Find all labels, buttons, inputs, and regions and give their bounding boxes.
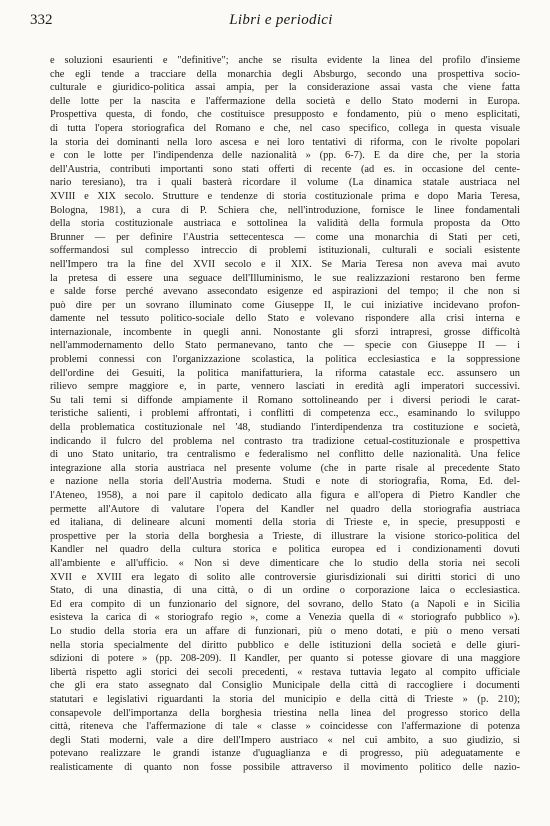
text-line: potevano realizzare le grandi istanze d'uguaglianza e di progresso, più adeguatamente e [50, 748, 520, 760]
text-line: all'ambiente e all'ufficio. « Non si deve dimenticare che lo studio della storia nei secoli [50, 557, 520, 569]
text-line: teristiche salienti, i problemi affrontati, i conflitti di competenza ecc., esaminando lo sviluppo [50, 408, 520, 420]
text-line: dell'Austria, contributi importanti sono stati offerti di recente (ad es. in occasione del cente- [50, 163, 520, 175]
running-title: Libri e periodici [229, 12, 333, 28]
text-line: che egli tende a tracciare della monarchia degli Absburgo, secondo una prospettiva socio- [50, 68, 520, 80]
page-number: 332 [30, 12, 53, 28]
text-line: delle lotte per la nascita e l'affermazione della società e dello Stato moderni in Europa. [50, 95, 520, 107]
text-line: realisticamente di quanto non fosse possibile attraverso il movimento politico delle nazio- [50, 761, 520, 773]
text-line: può dire per un sovrano illuminato come Giuseppe II, le cui iniziative incidevano profon- [50, 299, 520, 311]
text-line: Su tali temi si diffonde ampiamente il Romano sottolineando per i diversi periodi le carat- [50, 394, 520, 406]
text-line: e con le lotte per l'indipendenza delle nazionalità » (pp. 6-7). E da dire che, per la storia [50, 150, 520, 162]
text-line: internazionale, incombente in quegli anni. Nonostante gli sforzi intrapresi, grosse difficoltà [50, 326, 520, 338]
text-line: consapevole dell'importanza della borghesia triestina nella linea del progresso storico della [50, 707, 520, 719]
text-line: sdizioni di potere » (pp. 208-209). Il Kandler, per quanto si potesse giovare di una maggiore [50, 653, 520, 665]
text-line: città, riteneva che l'affermazione di tale « classe » coincidesse con l'affermazione di potenza [50, 721, 520, 733]
text-line: XVIII e XIX secolo. Strutture e tendenze di storia costituzionale prima e dopo Maria Teresa, [50, 190, 520, 202]
text-line: permette all'Autore di valutare l'opera del Kandler nel quadro della storiografia austriaca [50, 503, 520, 515]
text-line: e soluzioni esaurienti e "definitive"; anche se risulta evidente la linea del profilo d'insieme [50, 55, 520, 66]
text-line: la pretesa di essere una seguace dell'Illuminismo, le sue realizzazioni restarono ben ferme [50, 272, 520, 284]
text-line: Ed era compito di un funzionario del signore, del sovrano, dello Stato (a Napoli e in Sicilia [50, 598, 520, 610]
text-line: prospettive per la storia della borghesia a Trieste, di illustrare la visione storico-politica del [50, 530, 520, 542]
text-line: l'Ateneo, 1958), a noi pare il capitolo dedicato alla figura e all'opera di Pietro Kandler che [50, 490, 520, 501]
text-line: ed italiana, di delineare alcuni momenti della storia di Trieste e, in specie, presupposti e [50, 517, 520, 529]
text-line: e salde forse perché avevano assecondato esigenze ed aspirazioni del tempo; il che non si [50, 286, 520, 298]
text-line: e nazione nella storia dell'Austria moderna. Studi e note di storiografia, Roma, Ed. del- [50, 476, 520, 488]
text-line: culturale e giuridico-politica assai ampia, per la considerazione assai vasta che viene fatta [50, 82, 520, 94]
text-line: soffermandosi sul complesso intreccio di problemi istituzionali, culturali e sociali esistente [50, 245, 520, 257]
text-line: nell'Impero tra la fine del XVII secolo e il XIX. Se Maria Teresa non aveva mai avuto [50, 258, 520, 270]
text-line: Stato, di una dinastia, di una città, o di un ordine o corporazione laica o ecclesiastica. [50, 585, 520, 597]
text-line: nell'ammodernamento dello Stato permanevano, tanto che — specie con Giuseppe II — i [50, 340, 520, 352]
text-line: nella storia specialmente del diritto pubblico e delle istituzioni della società e delle giuri- [50, 639, 520, 651]
text-line: la storia dei dominanti nella loro ascesa e nei loro tentativi di riforma, con le rivolte popolari [50, 136, 520, 148]
text-line: damente nel tessuto politico-sociale dello Stato e volevano rispondere alla crisi interna e [50, 313, 520, 325]
text-line: rilievo sempre maggiore e, in parte, vennero lasciati in eredità agli imperatori successivi. [50, 381, 520, 393]
text-line: libertà rispetto agli storici dei secoli precedenti, « restava tuttavia legato al compito ufficiale [50, 666, 520, 678]
text-line: Lo studio della storia era un affare di funzionari, più o meno dotati, e più o meno versati [50, 625, 520, 637]
text-line: esisteva la carica di « storiografo regio », come a Venezia quella di « storiografo pubblico »). [50, 612, 520, 624]
text-line: dell'ordine dei Gesuiti, la politica manifatturiera, la riforma catastale ecc. assunsero un [50, 367, 520, 379]
text-line: statutari e legislativi riguardanti la storia del municipio e della città di Trieste » (p. 210); [50, 693, 520, 705]
text-line: Brunner — per definire l'Austria settecentesca — come una monarchia di Stati per ceti, [50, 231, 520, 243]
body-text [50, 54, 520, 774]
text-line: indicando il fulcro del problema nel contrasto tra tradizione cetual-costituzionale e prospettiva [50, 435, 520, 447]
text-line: XVII e XVIII era legato di solito alle controversie giurisdizionali sui diritti storici di uno [50, 571, 520, 583]
text-line: di tutta l'opera storiografica del Romano e che, nel caso specifico, collega in questa visuale [50, 122, 520, 134]
text-line: degli Stati moderni, vale a dire dell'Impero austriaco « nel cui ambito, a suo giudizio, si [50, 734, 520, 746]
text-line: Prospettiva questa, di fondo, che costituisce presupposto e fondamento, più o meno esplicitati, [50, 109, 520, 121]
text-line: Kandler nel quadro della cultura storica e politica europea ed i condizionamenti dovuti [50, 544, 520, 556]
text-line: integrazione alla storia austriaca nel presente volume (che in parte risale al precedente Stato [50, 462, 520, 474]
text-line: nario teresiano), tra i quali basterà ricordare il volume (La dinamica statale austriaca nel [50, 177, 520, 189]
text-line: Bologna, 1981), a cura di P. Schiera che, nell'introduzione, fornisce le linee fondamentali [50, 204, 520, 216]
text-line: della storia costituzionale austriaca e sottolinea la validità della formula proposta da Otto [50, 218, 520, 230]
text-line: della problematica costituzionale nel '48, studiando l'interdipendenza tra costituzione e società, [50, 422, 520, 434]
text-line: problemi connessi con l'organizzazione scolastica, la politica ecclesiastica e la soppressione [50, 354, 520, 366]
text-line: di uno Stato unitario, tra centralismo e federalismo nel conflitto delle nazionalità. Una felice [50, 449, 520, 461]
text-line: che gli era stato assegnato dal Consiglio Municipale della città di raccogliere i documenti [50, 680, 520, 692]
page-header [30, 12, 532, 32]
